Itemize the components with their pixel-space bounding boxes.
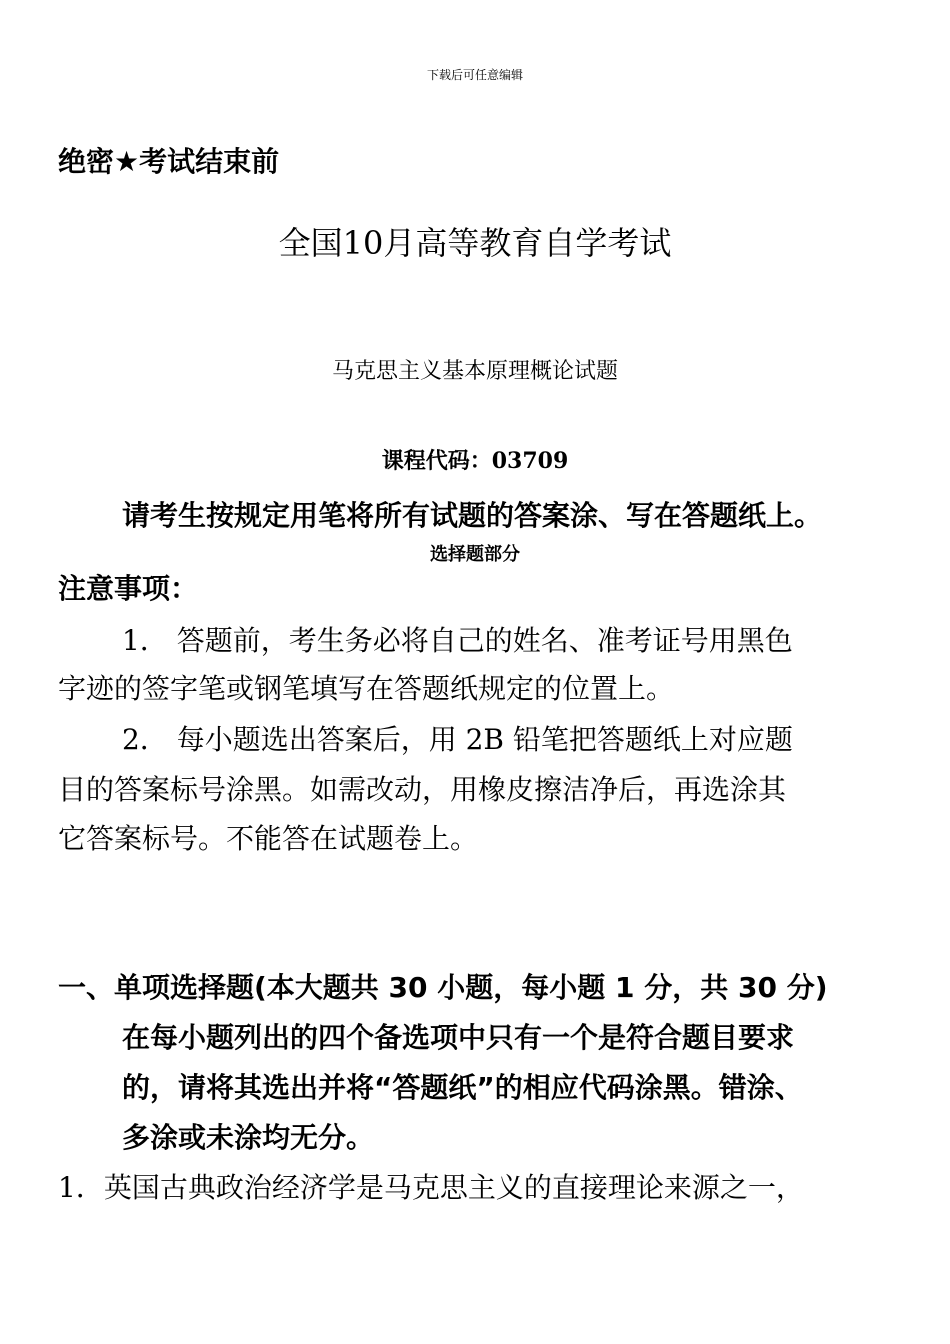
instruction-text: 请考生按规定用笔将所有试题的答案涂、写在答题纸上。: [122, 499, 823, 532]
confidential-mark: 绝密★考试结束前: [58, 145, 280, 178]
part-1-instruction-line-3: 多涂或未涂均无分。: [122, 1121, 375, 1154]
note-2-line-1: 2． 每小题选出答案后，用 2B 铅笔把答题纸上对应题: [122, 723, 793, 756]
part-1-instruction-line-1: 在每小题列出的四个备选项中只有一个是符合题目要求: [122, 1021, 795, 1054]
note-2-line-2: 目的答案标号涂黑。如需改动，用橡皮擦洁净后，再选涂其: [58, 773, 787, 806]
part-1-instruction-line-2: 的，请将其选出并将“答题纸”的相应代码涂黑。错涂、: [122, 1071, 803, 1104]
question-1-text: 1．英国古典政治经济学是马克思主义的直接理论来源之一，: [58, 1171, 804, 1204]
section-label: 选择题部分: [430, 544, 520, 565]
exam-title: 全国10月高等教育自学考试: [278, 224, 672, 262]
header-note: 下载后可任意编辑: [426, 68, 523, 82]
note-2-line-3: 它答案标号。不能答在试题卷上。: [58, 822, 479, 855]
course-code: 课程代码：03709: [381, 448, 569, 474]
subject-title: 马克思主义基本原理概论试题: [331, 359, 618, 384]
part-1-heading: 一、单项选择题(本大题共 30 小题，每小题 1 分，共 30 分): [58, 971, 828, 1004]
note-1-line-2: 字迹的签字笔或钢笔填写在答题纸规定的位置上。: [58, 672, 675, 705]
note-1-line-1: 1． 答题前，考生务必将自己的姓名、准考证号用黑色: [122, 624, 793, 657]
notes-title: 注意事项：: [58, 572, 199, 605]
